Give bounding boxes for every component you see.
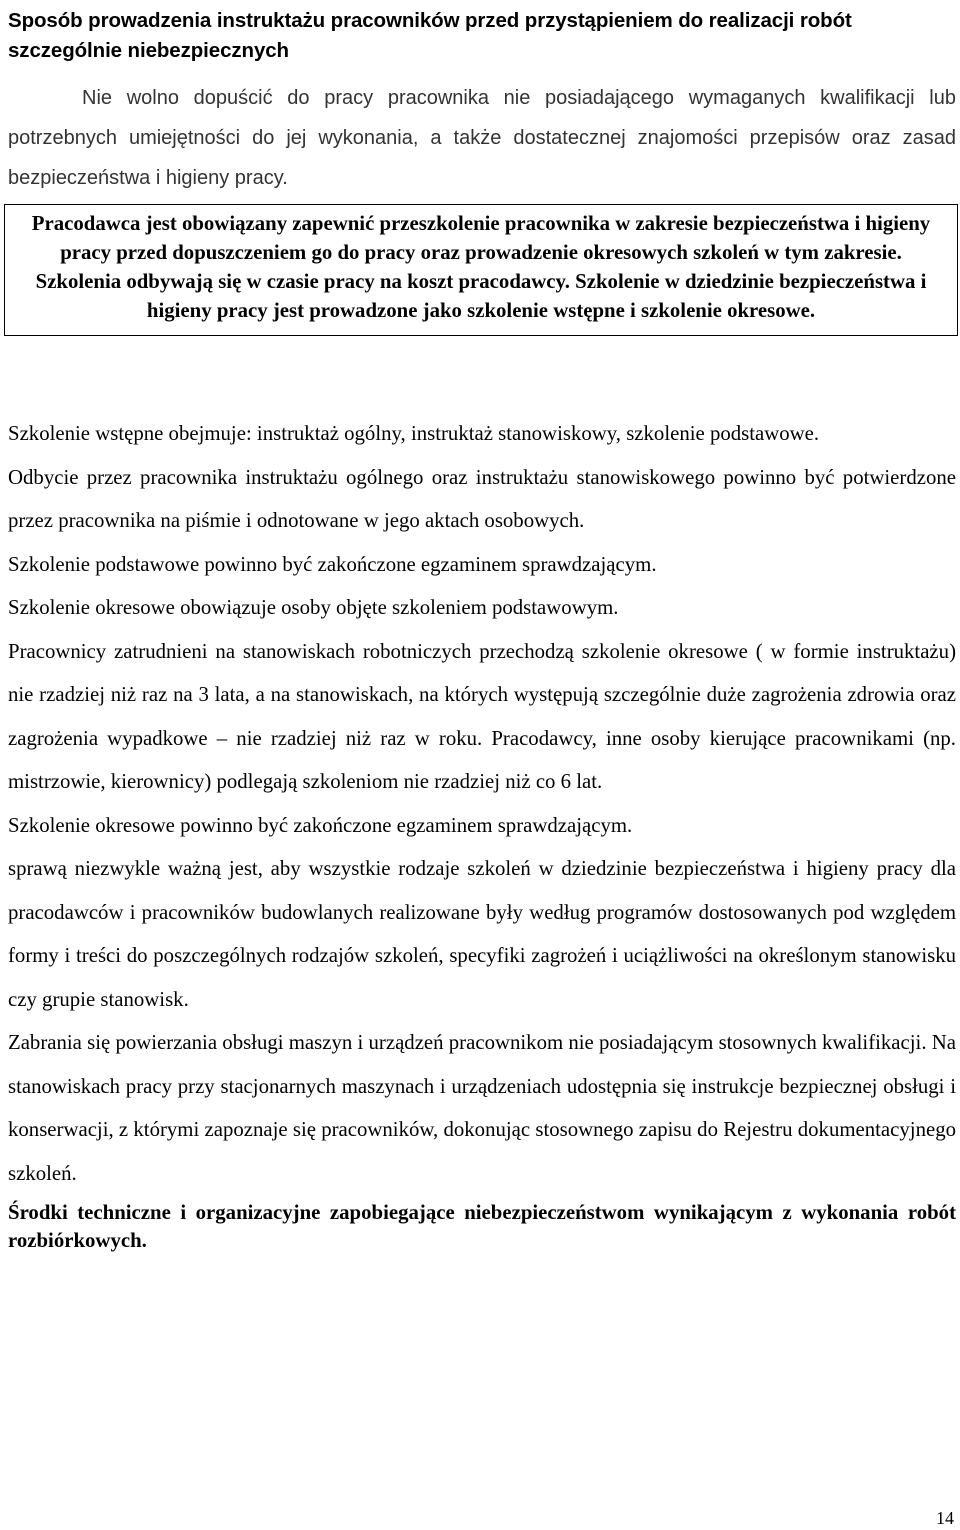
paragraph-basic-exam: Szkolenie podstawowe powinno być zakończone egzaminem sprawdzającym.: [8, 552, 657, 576]
paragraph-periodic-exam: Szkolenie okresowe powinno być zakończone egzaminem sprawdzającym.: [8, 813, 633, 837]
subsection-heading: Środki techniczne i organizacyjne zapobiegające niebezpieczeństwom wynikającym z wykonania robót rozbiórkowych.: [8, 1201, 956, 1252]
paragraph-periodic-scope: Szkolenie okresowe obowiązuje osoby objęte szkoleniem podstawowym.: [8, 596, 619, 619]
document-page: [8, 0, 956, 1255]
intro-paragraph: Nie wolno dopuścić do pracy pracownika nie posiadającego wymaganych kwalifikacji lub potrzebnych umiejętności do jej wykonania, a także dostatecznej znajomości przepisów oraz zasad bezpieczeństwa i higieny pracy.: [8, 87, 956, 189]
paragraph-confirmation: Odbycie przez pracownika instruktażu ogólnego oraz instruktażu stanowiskowego powinno być potwierdzone przez pracownika na piśmie i odnotowane w jego aktach osobowych.: [8, 465, 956, 532]
boxed-paragraph: Pracodawca jest obowiązany zapewnić przeszkolenie pracownika w zakresie bezpieczeństwa i higieny pracy przed dopuszczeniem go do pracy oraz prowadzenie okresowych szkoleń w tym zakresie. Szkolenia odbywają się w czasie pracy na koszt pracodawcy. Szkolenie w dziedzinie bezpieczeństwa i higieny pracy jest prowadzone jako szkolenie wstępne i szkolenie okresowe.: [4, 204, 958, 336]
paragraph-machine-operation: Zabrania się powierzania obsługi maszyn i urządzeń pracownikom nie posiadającym stosownych kwalifikacji. Na stanowiskach pracy przy stacjonarnych maszynach i urządzeniach udostępnia się instrukcje bezpiecznej obsługi i konserwacji, z którymi zapoznaje się pracowników, dokonując stosownego zapisu do Rejestru dokumentacyjnego szkoleń.: [8, 1031, 956, 1185]
paragraph-periodic-frequency: Pracownicy zatrudnieni na stanowiskach robotniczych przechodzą szkolenie okresowe ( w formie instruktażu) nie rzadziej niż raz na 3 lata, a na stanowiskach, na których występują szczególnie duże zagrożenia zdrowia oraz zagrożenia wypadkowe – nie rzadziej niż raz w roku. Pracodawcy, inne osoby kierujące pracownikami (np. mistrzowie, kierownicy) podlegają szkoleniom nie rzadziej niż co 6 lat.: [8, 639, 956, 793]
section-heading: Sposób prowadzenia instruktażu pracowników przed przystąpieniem do realizacji robót szczególnie niebezpiecznych: [8, 9, 852, 62]
spacer: [8, 336, 956, 412]
page-number: 14: [936, 1508, 954, 1528]
paragraph-training-programs: sprawą niezwykle ważną jest, aby wszystkie rodzaje szkoleń w dziedzinie bezpieczeństwa i higieny pracy dla pracodawców i pracowników budowlanych realizowane były według programów dostosowanych pod względem formy i treści do poszczególnych rodzajów szkoleń, specyfiki zagrożeń i uciążliwości na określonym stanowisku czy grupie stanowisk.: [8, 857, 956, 1011]
paragraph-initial-training: Szkolenie wstępne obejmuje: instruktaż ogólny, instruktaż stanowiskowy, szkolenie podstawowe.: [8, 422, 820, 445]
